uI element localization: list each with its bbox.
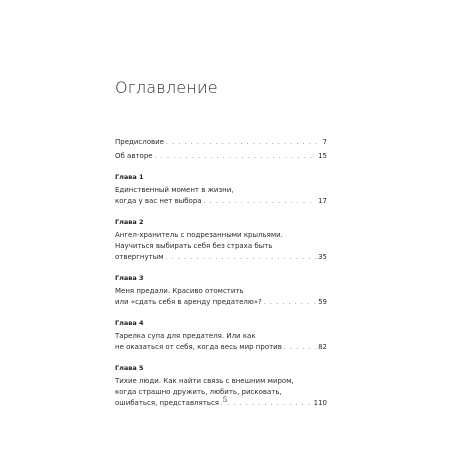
toc-entry-title-line: не оказаться от себя, когда весь мир против — [115, 343, 282, 351]
toc-entry-title-line: Научиться выбирать себя без страха быть — [115, 242, 273, 250]
toc-entry-title-line: или «сдать себя в аренду предателю»? — [115, 298, 262, 306]
toc-entry-title-line: Тихие люди. Как найти связь с внешним миром, — [115, 377, 294, 385]
toc-entry-chapter-1[interactable] — [115, 185, 327, 207]
dot-leader — [284, 342, 316, 353]
dot-leader — [166, 252, 317, 263]
dot-leader — [264, 297, 316, 308]
toc-page-number: 35 — [318, 253, 327, 261]
chapter-label: Глава 5 — [115, 364, 144, 372]
toc-page-number: 15 — [318, 152, 327, 160]
toc-entry-chapter-5[interactable] — [115, 376, 327, 409]
toc-entry-title-line: Тарелка супа для предателя. Или как — [115, 332, 256, 340]
toc-page-number: 17 — [318, 197, 327, 205]
toc-page-number: 7 — [322, 138, 327, 146]
toc-chapter-4 — [115, 318, 327, 353]
page-title: Оглавление — [115, 78, 218, 97]
chapter-label: Глава 2 — [115, 218, 144, 226]
toc-entry-preface[interactable] — [115, 137, 327, 148]
toc-entry-title-line: отвергнутым — [115, 253, 164, 261]
toc-entry-title: Об авторе — [115, 152, 153, 160]
table-of-contents — [115, 137, 327, 409]
toc-chapter-1 — [115, 172, 327, 207]
toc-page-number: 110 — [313, 399, 327, 407]
toc-chapter-3 — [115, 273, 327, 308]
toc-page-number: 59 — [318, 298, 327, 306]
chapter-label: Глава 4 — [115, 319, 144, 327]
toc-entry-title-line: когда страшно дружить, любить, рисковать, — [115, 388, 282, 396]
page-number-folio: 5 — [222, 396, 228, 404]
dot-leader — [204, 196, 317, 207]
toc-entry-title: Предисловие — [115, 138, 164, 146]
toc-entry-about-author[interactable] — [115, 151, 327, 162]
toc-chapter-2 — [115, 217, 327, 263]
chapter-label: Глава 1 — [115, 173, 144, 181]
toc-entry-chapter-4[interactable] — [115, 331, 327, 353]
toc-entry-chapter-3[interactable] — [115, 286, 327, 308]
chapter-label: Глава 3 — [115, 274, 144, 282]
toc-entry-chapter-2[interactable] — [115, 230, 327, 263]
toc-entry-title-line: когда у вас нет выбора — [115, 197, 202, 205]
toc-entry-title-line: Единственный момент в жизни, — [115, 186, 234, 194]
toc-entry-title-line: ошибаться, представляться — [115, 399, 220, 407]
toc-entry-title-line: Ангел-хранитель с подрезанными крыльями. — [115, 231, 283, 239]
dot-leader — [155, 151, 317, 162]
dot-leader — [166, 137, 321, 148]
toc-entry-title-line: Меня предали. Красиво отомстить — [115, 287, 244, 295]
toc-page-number: 82 — [318, 343, 327, 351]
